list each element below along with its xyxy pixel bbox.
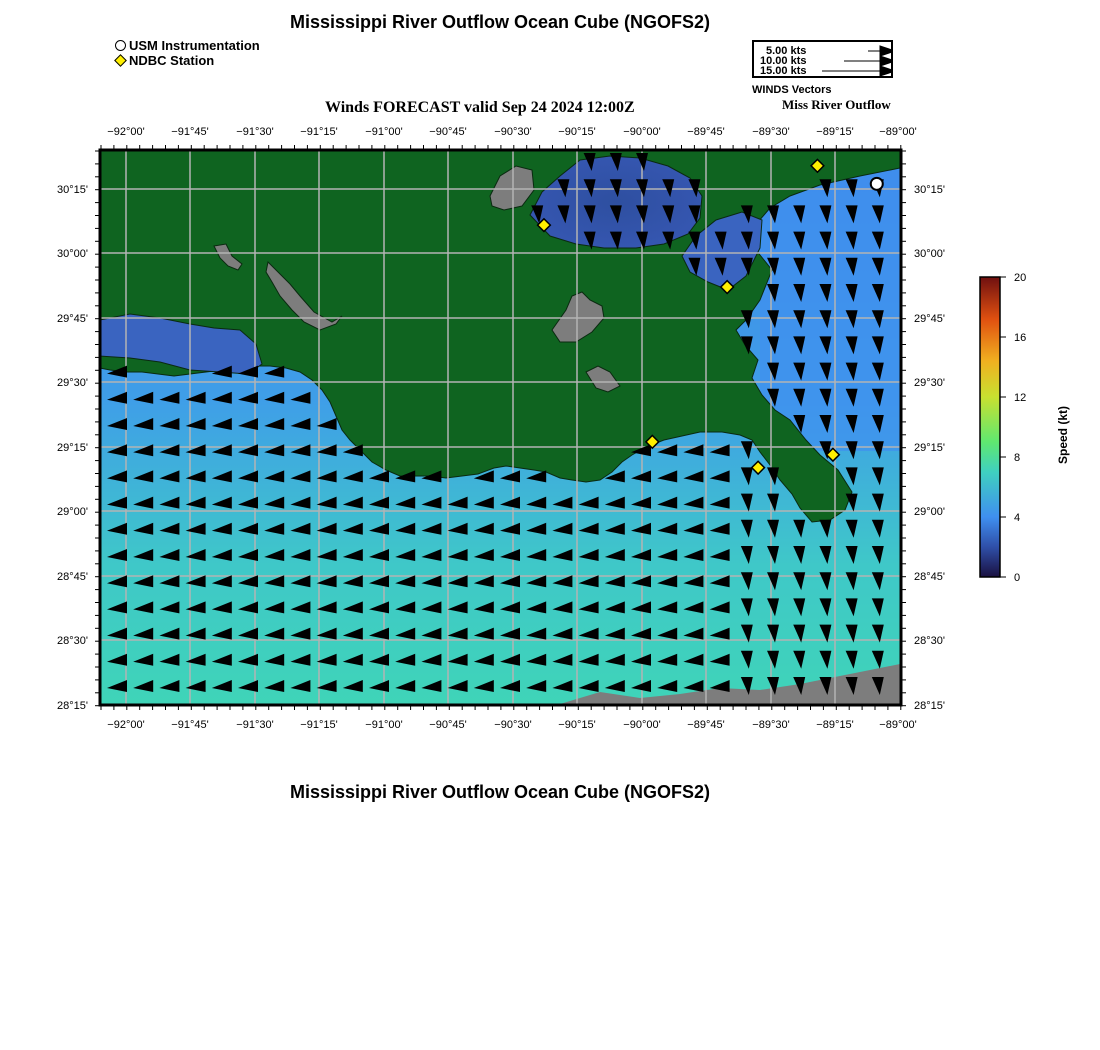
lat-tick-label: 28°45' [57, 571, 88, 583]
lat-tick-label: 28°15' [914, 700, 945, 712]
lat-tick-label: 28°45' [914, 571, 945, 583]
lon-tick-label: −91°30' [236, 126, 274, 138]
colorbar-label: Speed (kt) [1056, 405, 1071, 465]
longitude-labels-bottom [107, 719, 916, 731]
lat-tick-label: 28°15' [57, 700, 88, 712]
lat-tick-label: 30°00' [914, 248, 945, 260]
lon-tick-label: −89°00' [879, 126, 917, 138]
legend-usm-label: USM Instrumentation [129, 38, 260, 53]
lat-tick-label: 29°15' [914, 442, 945, 454]
lon-tick-label: −90°30' [494, 126, 532, 138]
lat-tick-label: 29°30' [914, 377, 945, 389]
lat-tick-label: 28°30' [57, 635, 88, 647]
lat-tick-label: 28°30' [914, 635, 945, 647]
lon-tick-label: −89°45' [687, 719, 725, 731]
lat-tick-label: 29°45' [57, 313, 88, 325]
region-label: Miss River Outflow [782, 97, 891, 112]
lon-tick-label: −90°15' [558, 126, 596, 138]
lat-tick-label: 29°15' [57, 442, 88, 454]
map-title-secondary: Mississippi River Outflow Ocean Cube (NGOFS2) [289, 782, 711, 802]
lon-tick-label: −90°15' [558, 719, 596, 731]
lon-tick-label: −90°45' [429, 126, 467, 138]
lon-tick-label: −91°15' [300, 126, 338, 138]
lon-tick-label: −89°00' [879, 719, 917, 731]
lat-tick-label: 29°00' [914, 506, 945, 518]
colorbar-tick: 0 [1014, 572, 1021, 584]
lat-tick-label: 29°45' [914, 313, 945, 325]
wind-scale-caption: WINDS Vectors [752, 84, 832, 96]
speed-colorbar [980, 272, 1026, 584]
lon-tick-label: −89°30' [752, 719, 790, 731]
usm-station-marker[interactable] [871, 178, 883, 190]
lon-tick-label: −90°45' [429, 719, 467, 731]
lon-tick-label: −91°45' [171, 126, 209, 138]
map-title: Mississippi River Outflow Ocean Cube (NGOFS2) [289, 12, 711, 32]
lon-tick-label: −89°45' [687, 126, 725, 138]
colorbar-tick: 8 [1014, 452, 1021, 464]
lon-tick-label: −92°00' [107, 126, 145, 138]
wind-scale-15: 15.00 kts [760, 65, 807, 76]
lon-tick-label: −89°30' [752, 126, 790, 138]
lon-tick-label: −91°45' [171, 719, 209, 731]
lat-tick-label: 30°00' [57, 248, 88, 260]
wind-scale-5: 5.00 kts [766, 45, 807, 57]
latitude-labels-left [57, 184, 88, 712]
lon-tick-label: −92°00' [107, 719, 145, 731]
lat-tick-label: 29°30' [57, 377, 88, 389]
lon-tick-label: −91°30' [236, 719, 274, 731]
lon-tick-label: −90°00' [623, 126, 661, 138]
longitude-labels-top [107, 126, 916, 138]
colorbar-tick: 12 [1014, 392, 1027, 404]
forecast-subtitle: Winds FORECAST valid Sep 24 2024 12:00Z [325, 99, 635, 116]
lon-tick-label: −89°15' [816, 719, 854, 731]
lon-tick-label: −90°00' [623, 719, 661, 731]
lon-tick-label: −91°00' [365, 126, 403, 138]
lat-tick-label: 30°15' [914, 184, 945, 196]
lat-tick-label: 30°15' [57, 184, 88, 196]
latitude-labels-right [914, 184, 945, 712]
lon-tick-label: −89°15' [816, 126, 854, 138]
legend-ndbc-label: NDBC Station [129, 53, 215, 68]
lon-tick-label: −90°30' [494, 719, 532, 731]
lon-tick-label: −91°00' [365, 719, 403, 731]
colorbar-tick: 20 [1014, 272, 1027, 284]
colorbar-gradient [980, 277, 1000, 577]
colorbar-tick: 16 [1014, 332, 1027, 344]
wind-scale-10: 10.00 kts [760, 55, 807, 67]
lon-tick-label: −91°15' [300, 719, 338, 731]
colorbar-tick: 4 [1014, 512, 1021, 524]
lat-tick-label: 29°00' [57, 506, 88, 518]
